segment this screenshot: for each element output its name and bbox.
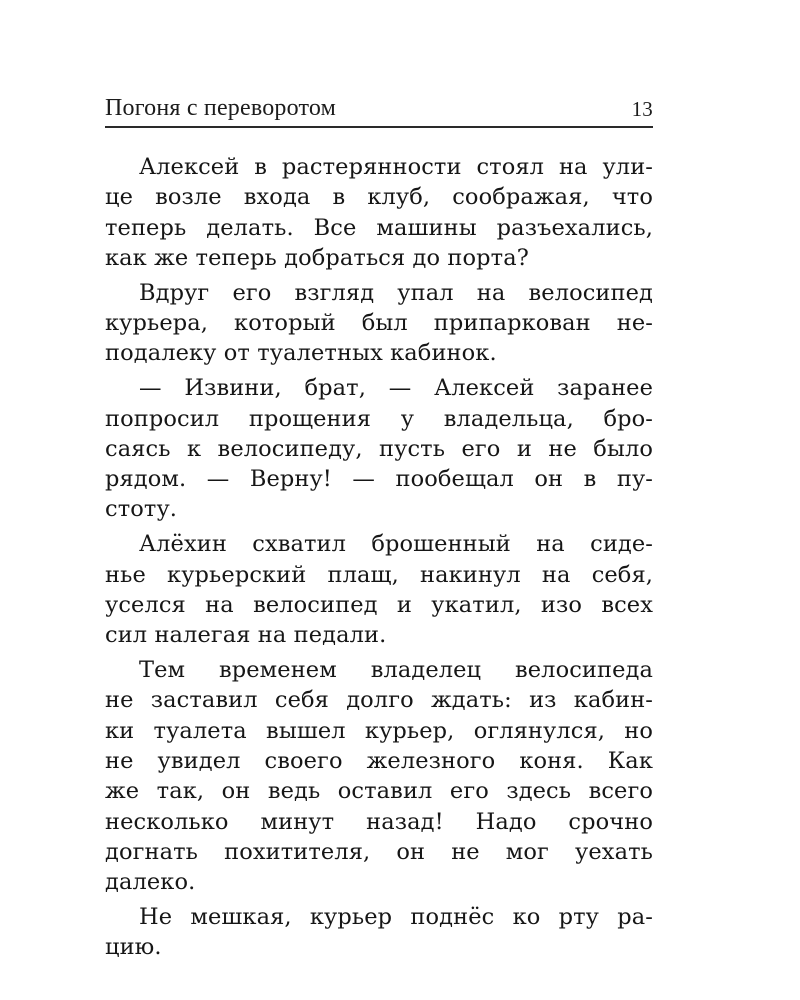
chapter-title: Погоня с переворотом (105, 95, 337, 121)
text-line: подалеку от туалетных кабинок. (105, 340, 497, 367)
text-line: ки туалета вышел курьер, оглянулся, но (105, 717, 653, 744)
running-head (105, 92, 653, 122)
paragraph (105, 655, 653, 897)
text-line: же так, он ведь оставил его здесь всего (105, 778, 653, 805)
text-line: Тем временем владелец велосипеда (139, 657, 653, 684)
page-number: 13 (631, 97, 653, 121)
paragraph (105, 529, 653, 650)
text-line: теперь делать. Все машины разъехались, (105, 214, 653, 241)
header-rule (105, 126, 653, 128)
text-line: как же теперь добраться до порта? (105, 244, 529, 271)
text-line: — Извини, брат, — Алексей заранее (139, 375, 653, 402)
text-line: саясь к велосипеду, пусть его и не было (105, 435, 653, 462)
text-line: Вдруг его взгляд упал на велосипед (139, 279, 653, 306)
text-line: догнать похитителя, он не мог уехать (105, 838, 653, 865)
text-line: попросил прощения у владельца, бро- (105, 405, 653, 432)
text-line: цию. (105, 934, 162, 961)
body-text (105, 152, 653, 967)
text-line: не заставил себя долго ждать: из кабин- (105, 687, 653, 714)
paragraph (105, 373, 653, 524)
text-line: Алёхин схватил брошенный на сиде- (139, 531, 653, 558)
text-line: Не мешкая, курьер поднёс ко рту ра- (139, 904, 653, 931)
text-line: сил налегая на педали. (105, 622, 387, 649)
paragraph (105, 278, 653, 369)
text-line: рядом. — Верну! — пообещал он в пу- (105, 466, 653, 493)
text-line: не увидел своего железного коня. Как (105, 748, 653, 775)
text-line: несколько минут назад! Надо срочно (105, 808, 653, 835)
text-line: курьера, который был припаркован не- (105, 310, 653, 337)
text-line: це возле входа в клуб, соображая, что (105, 184, 653, 211)
paragraph (105, 902, 653, 963)
text-line: уселся на велосипед и укатил, изо всех (105, 591, 653, 618)
paragraph (105, 152, 653, 273)
text-line: нье курьерский плащ, накинул на себя, (105, 561, 653, 588)
text-line: стоту. (105, 496, 178, 523)
text-line: Алексей в растерянности стоял на ули- (139, 154, 653, 180)
text-line: далеко. (105, 869, 196, 896)
